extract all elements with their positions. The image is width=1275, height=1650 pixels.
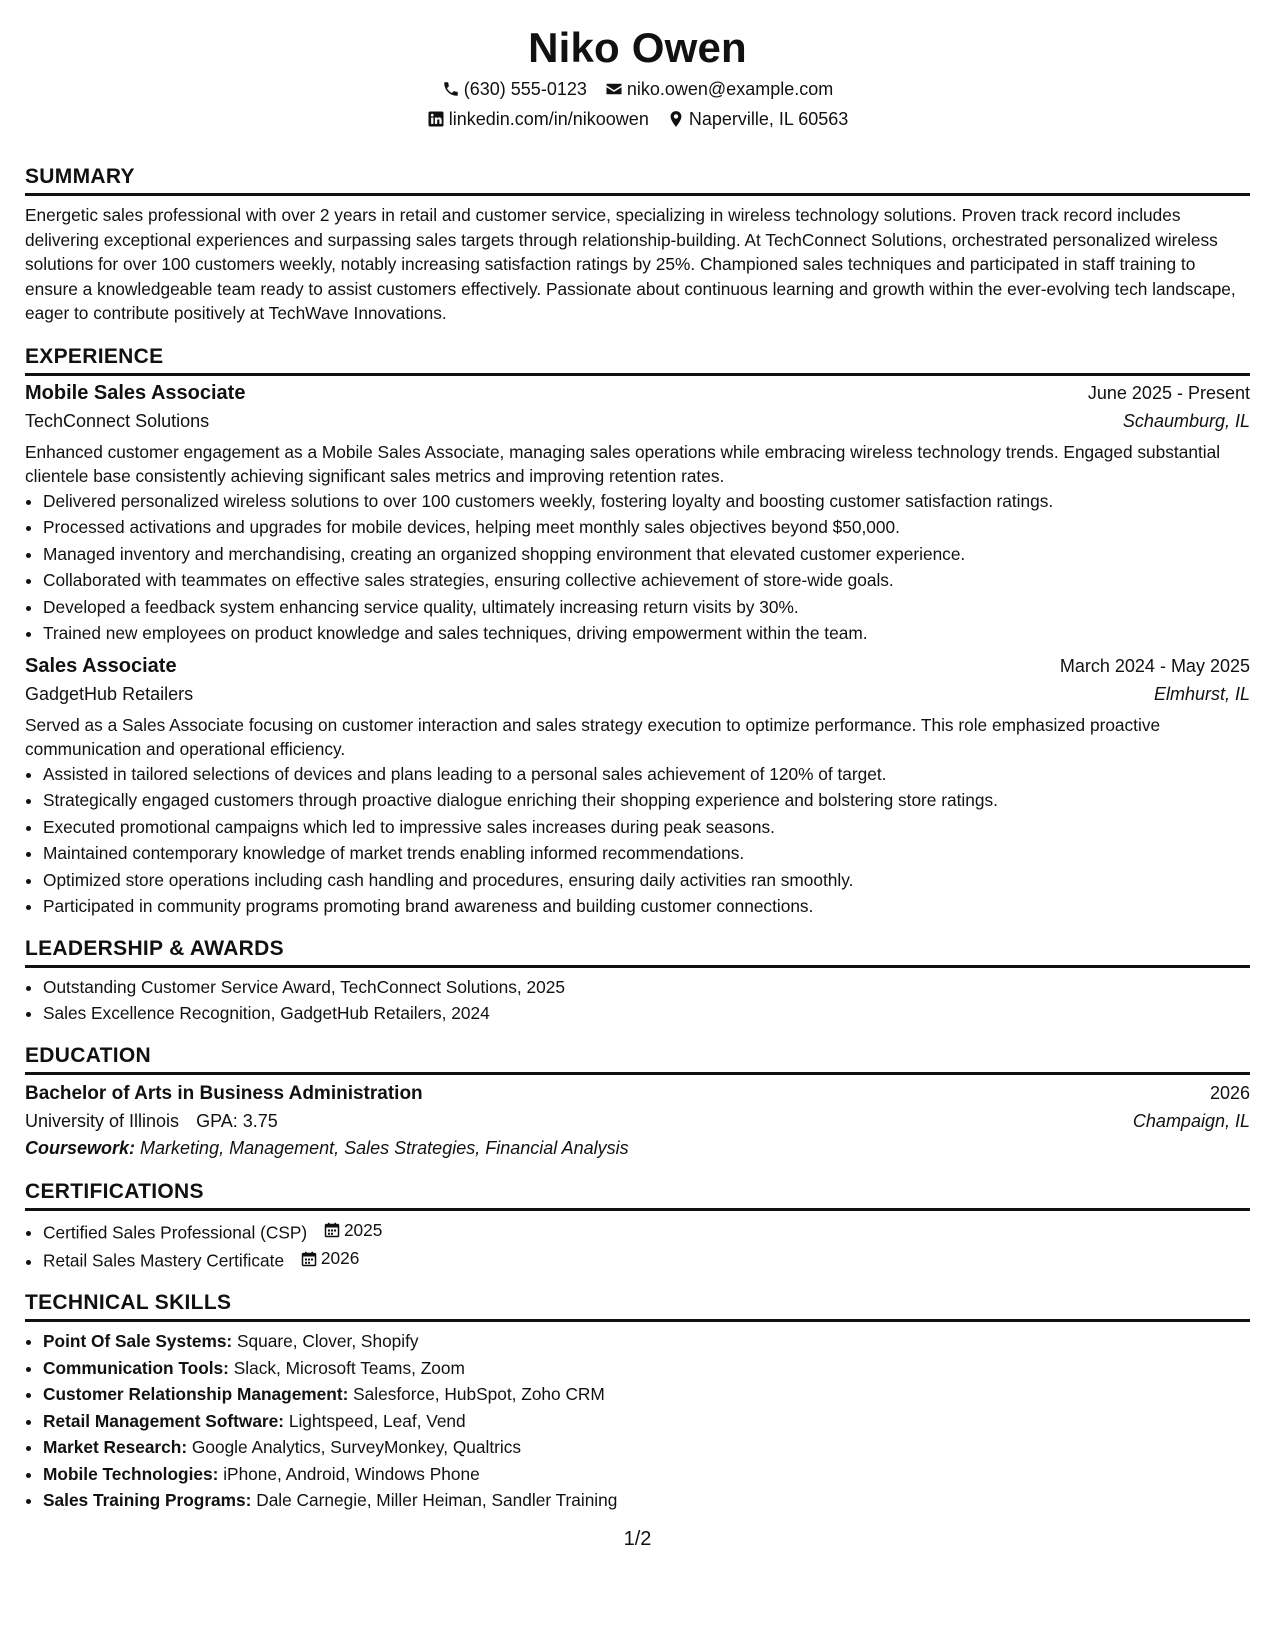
section-title-education: EDUCATION — [25, 1043, 1250, 1075]
list-item — [43, 1487, 1250, 1514]
list-item — [43, 1434, 1250, 1461]
certifications-list — [25, 1217, 1250, 1275]
skill-category: Sales Training Programs: — [43, 1490, 252, 1510]
section-title-experience: EXPERIENCE — [25, 344, 1250, 376]
skill-category: Communication Tools: — [43, 1357, 229, 1378]
education-subheader — [25, 1111, 1250, 1132]
job-header — [25, 382, 1250, 405]
linkedin-icon — [427, 110, 445, 128]
list-item: • Delivered personalized wireless solutions to over 100 customers weekly, fostering loyalty and boosting customer satisfaction ratings. — [43, 488, 1250, 515]
leadership-section — [25, 936, 1250, 1027]
cert-year: 2025 — [343, 1219, 383, 1240]
cert-name: Certified Sales Professional (CSP) — [43, 1221, 308, 1242]
section-title-skills: TECHNICAL SKILLS — [25, 1290, 1250, 1322]
job-description: Enhanced customer engagement as a Mobile Sales Associate, managing sales operations while embracing wireless technology trends. Engaged substantial clientele base consistently achieving significant sales metrics and improving retention rates. — [25, 441, 1221, 486]
job-bullets — [25, 488, 1250, 647]
candidate-name: Niko Owen — [528, 24, 747, 71]
section-title-certifications: CERTIFICATIONS — [25, 1179, 1250, 1211]
skill-values: Slack, Microsoft Teams, Zoom — [233, 1357, 465, 1378]
school-location: Champaign, IL — [1132, 1110, 1250, 1131]
job-subheader — [25, 411, 1250, 432]
list-item: • Participated in community programs promoting brand awareness and building customer connections. — [43, 893, 1250, 920]
list-item: • Processed activations and upgrades for mobile devices, helping meet monthly sales objectives beyond $50,000. — [43, 514, 1250, 541]
list-item: • Managed inventory and merchandising, creating an organized shopping environment that elevated customer experience. — [43, 541, 1250, 568]
list-item: • Maintained contemporary knowledge of market trends enabling informed recommendations. — [43, 840, 1250, 867]
gpa: GPA: 3.75 — [196, 1110, 278, 1131]
email-text[interactable]: niko.owen@example.com — [626, 79, 834, 99]
calendar-icon — [301, 1251, 317, 1267]
list-item — [43, 1328, 1250, 1355]
skill-values: Google Analytics, SurveyMonkey, Qualtrics — [191, 1437, 522, 1457]
list-item: • Collaborated with teammates on effective sales strategies, ensuring collective achievement of store-wide goals. — [43, 567, 1250, 594]
job-subheader — [25, 684, 1250, 705]
job-bullets — [25, 761, 1250, 920]
graduation-year: 2026 — [1209, 1082, 1250, 1103]
coursework — [25, 1138, 1250, 1159]
location-pin-icon — [667, 110, 685, 128]
skill-category: Retail Management Software: — [43, 1410, 285, 1431]
job-entry — [25, 655, 1250, 920]
contact-linkedin[interactable] — [427, 104, 649, 134]
list-item — [43, 1245, 1250, 1274]
cert-date — [324, 1217, 382, 1244]
linkedin-text[interactable]: linkedin.com/in/nikoowen — [448, 109, 649, 129]
list-item: • Outstanding Customer Service Award, TechConnect Solutions, 2025 — [43, 974, 1250, 1001]
education-section — [25, 1043, 1250, 1159]
skill-category: Market Research: — [43, 1437, 188, 1457]
section-title-summary: SUMMARY — [25, 164, 1250, 196]
list-item — [43, 1461, 1250, 1488]
experience-section — [25, 344, 1250, 920]
contact-location — [667, 104, 848, 134]
list-item — [43, 1217, 1250, 1246]
contact-phone — [442, 74, 587, 104]
calendar-icon — [324, 1222, 340, 1238]
job-header — [25, 655, 1250, 678]
education-header — [25, 1083, 1250, 1105]
skills-list — [25, 1328, 1250, 1514]
cert-name: Retail Sales Mastery Certificate — [43, 1250, 285, 1271]
skill-values: iPhone, Android, Windows Phone — [223, 1463, 480, 1484]
list-item: • Assisted in tailored selections of devices and plans leading to a personal sales achievement of 120% of target. — [43, 761, 1250, 788]
cert-year: 2026 — [320, 1248, 360, 1269]
school-name: University of Illinois — [25, 1110, 180, 1131]
phone-text: (630) 555-0123 — [463, 79, 587, 99]
cert-date — [301, 1245, 359, 1272]
location-text: Naperville, IL 60563 — [688, 109, 849, 129]
certifications-section — [25, 1179, 1250, 1275]
summary-text: Energetic sales professional with over 2 years in retail and customer service, specializing in wireless technology solutions. Proven track record includes delivering exceptional experiences and surpassing sales targets through relationship-building. At TechConnect Solutions, orchestrated personalized wireless solutions for over 100 customers weekly, notably increasing satisfaction ratings by 25%. Championed sales techniques and participated in staff training to ensure a knowledgeable team ready to assist customers effectively. Passionate about continuous learning and growth within the ever-evolving tech landscape, eager to contribute positively at TechWave Innovations. — [25, 205, 1236, 323]
skill-category: Mobile Technologies: — [43, 1463, 219, 1484]
contact-line-1 — [25, 74, 1250, 104]
list-item: • Sales Excellence Recognition, GadgetHub Retailers, 2024 — [43, 1000, 1250, 1027]
job-location: Schaumburg, IL — [1122, 410, 1250, 431]
list-item — [43, 1355, 1250, 1382]
skills-section — [25, 1290, 1250, 1514]
skill-values: Salesforce, HubSpot, Zoho CRM — [353, 1384, 605, 1404]
skill-category: Point Of Sale Systems: — [43, 1331, 233, 1351]
skill-values: Square, Clover, Shopify — [237, 1331, 419, 1351]
skill-category: Customer Relationship Management: — [43, 1384, 349, 1404]
list-item: • Developed a feedback system enhancing service quality, ultimately increasing return visits by 30%. — [43, 594, 1250, 621]
job-title: Sales Associate — [25, 654, 177, 677]
list-item — [43, 1408, 1250, 1435]
list-item: • Optimized store operations including cash handling and procedures, ensuring daily activities ran smoothly. — [43, 867, 1250, 894]
coursework-label: Coursework: — [25, 1137, 136, 1158]
section-title-leadership: LEADERSHIP & AWARDS — [25, 936, 1250, 968]
phone-icon — [442, 80, 460, 98]
job-entry — [25, 382, 1250, 647]
email-icon — [605, 80, 623, 98]
list-item: • Executed promotional campaigns which led to impressive sales increases during peak seasons. — [43, 814, 1250, 841]
summary-section — [25, 164, 1250, 326]
skill-values: Dale Carnegie, Miller Heiman, Sandler Training — [256, 1490, 618, 1510]
job-title: Mobile Sales Associate — [25, 381, 246, 404]
leadership-list — [25, 974, 1250, 1027]
page-number: 1/2 — [623, 1528, 652, 1550]
job-date: March 2024 - May 2025 — [1059, 655, 1250, 676]
degree: Bachelor of Arts in Business Administration — [25, 1082, 423, 1104]
school-info — [25, 1111, 278, 1132]
list-item: • Trained new employees on product knowledge and sales techniques, driving empowerment within the team. — [43, 620, 1250, 647]
job-company: GadgetHub Retailers — [25, 683, 194, 704]
job-date: June 2025 - Present — [1087, 382, 1250, 403]
contact-line-2 — [25, 104, 1250, 134]
list-item: • Strategically engaged customers through proactive dialogue enriching their shopping experience and bolstering store ratings. — [43, 787, 1250, 814]
skill-values: Lightspeed, Leaf, Vend — [288, 1410, 466, 1431]
list-item — [43, 1381, 1250, 1408]
job-location: Elmhurst, IL — [1153, 683, 1250, 704]
coursework-list: Marketing, Management, Sales Strategies, Financial Analysis — [140, 1137, 629, 1158]
resume-page — [25, 0, 1250, 1650]
contact-email[interactable] — [605, 74, 833, 104]
job-description: Served as a Sales Associate focusing on customer interaction and sales strategy execution to optimize performance. This role emphasized proactive communication and operational efficiency. — [25, 714, 1161, 759]
job-company: TechConnect Solutions — [25, 410, 210, 431]
